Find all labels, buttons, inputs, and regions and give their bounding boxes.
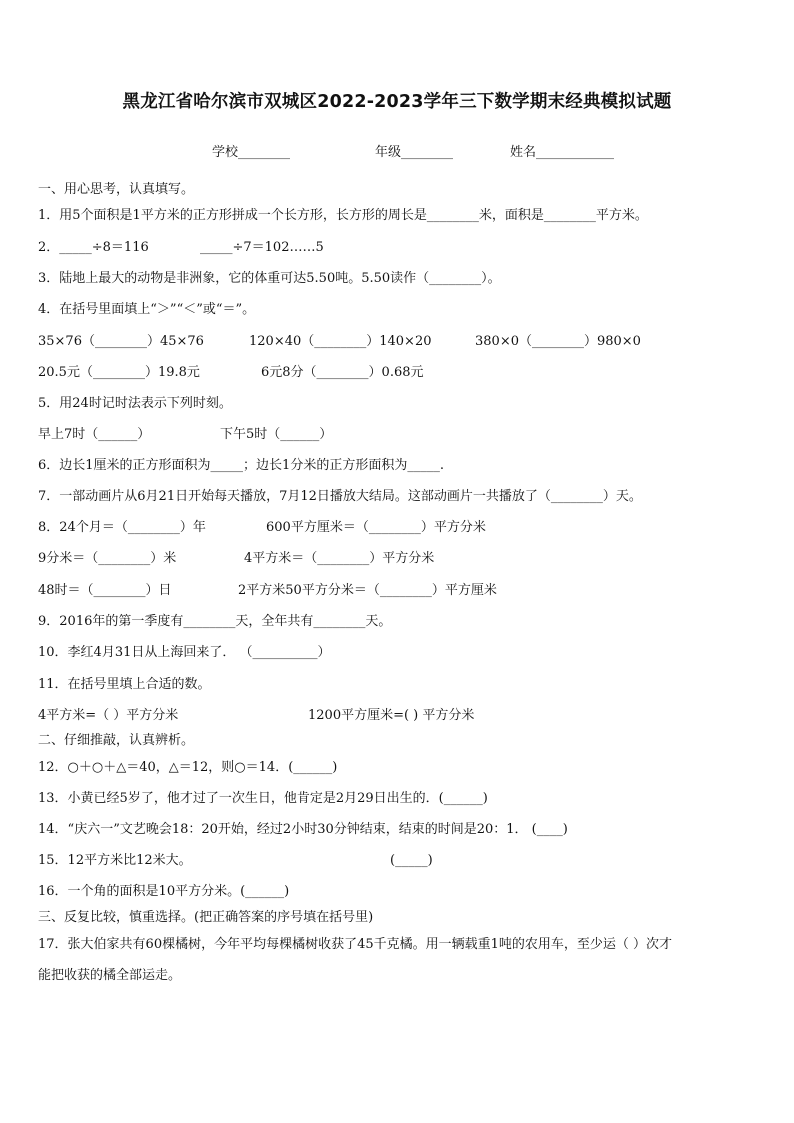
question-17-continued: 能把收获的橘全部运走。	[38, 968, 182, 983]
conversion-item: 8．24个月＝（________）年	[38, 520, 206, 535]
question-6: 6．边长1厘米的正方形面积为_____；边长1分米的正方形面积为_____.	[38, 458, 444, 473]
question-11: 11．在括号里填上合适的数。	[38, 677, 211, 692]
conversion-item: 4平方米＝（________）平方分米	[244, 551, 435, 566]
question-13: 13．小黄已经5岁了，他才过了一次生日，他肯定是2月29日出生的．(______)	[38, 791, 488, 806]
conversion-item: 9分米＝（________）米	[38, 551, 177, 566]
area-item: 4平方米=（ ）平方分米	[38, 708, 179, 723]
conversion-item: 48时＝（________）日	[38, 583, 172, 598]
compare-item: 6元8分（________）0.68元	[261, 365, 424, 380]
document-title: 黑龙江省哈尔滨市双城区2022-2023学年三下数学期末经典模拟试题	[122, 92, 672, 112]
question-7: 7．一部动画片从6月21日开始每天播放，7月12日播放大结局。这部动画片一共播放了（________）天。	[38, 489, 642, 504]
question-10: 10．李红4月31日从上海回来了． （__________）	[38, 645, 331, 660]
question-12: 12．○＋○＋△＝40，△＝12，则○＝14．(______)	[38, 760, 338, 775]
question-3: 3．陆地上最大的动物是非洲象，它的体重可达5.50吨。5.50读作（________）。	[38, 271, 501, 286]
section-heading-3: 三、反复比较，慎重选择。(把正确答案的序号填在括号里)	[38, 910, 374, 925]
question-17: 17．张大伯家共有60棵橘树，今年平均每棵橘树收获了45千克橘。用一辆载重1吨的农用车，至少运（ ）次才	[38, 937, 673, 952]
question-14: 14．“庆六一”文艺晚会18：20开始，经过2小时30分钟结束，结束的时间是20：1． (____)	[38, 822, 568, 837]
question-15-text: 15．12平方米比12米大。	[38, 853, 192, 868]
question-15-blank: (_____)	[390, 853, 433, 868]
question-1: 1．用5个面积是1平方米的正方形拼成一个长方形，长方形的周长是________米，面积是________平方米。	[38, 208, 648, 223]
compare-item: 120×40（________）140×20	[249, 334, 432, 349]
time-item: 早上7时（______）	[38, 427, 151, 442]
question-4: 4．在括号里面填上“＞”“＜”或“＝”。	[38, 302, 256, 317]
compare-item: 35×76（________）45×76	[38, 334, 204, 349]
name-field[interactable]: 姓名____________	[510, 145, 615, 160]
school-field[interactable]: 学校________	[212, 145, 291, 160]
area-item: 1200平方厘米=( ) 平方分米	[308, 708, 475, 723]
compare-item: 20.5元（________）19.8元	[38, 365, 200, 380]
section-heading-2: 二、仔细推敲，认真辨析。	[38, 733, 195, 748]
time-item: 下午5时（______）	[220, 427, 333, 442]
conversion-item: 600平方厘米＝（________）平方分米	[266, 520, 486, 535]
conversion-item: 2平方米50平方分米＝（________）平方厘米	[238, 583, 497, 598]
question-9: 9．2016年的第一季度有________天，全年共有________天。	[38, 614, 392, 629]
question-16: 16．一个角的面积是10平方分米。(______)	[38, 884, 290, 899]
question-2a: 2．_____÷8＝116	[38, 240, 149, 255]
grade-field[interactable]: 年级________	[375, 145, 454, 160]
question-5: 5．用24时记时法表示下列时刻。	[38, 396, 232, 411]
compare-item: 380×0（________）980×0	[475, 334, 641, 349]
section-heading-1: 一、用心思考，认真填写。	[38, 182, 195, 197]
question-2b: _____÷7＝102……5	[200, 240, 324, 255]
